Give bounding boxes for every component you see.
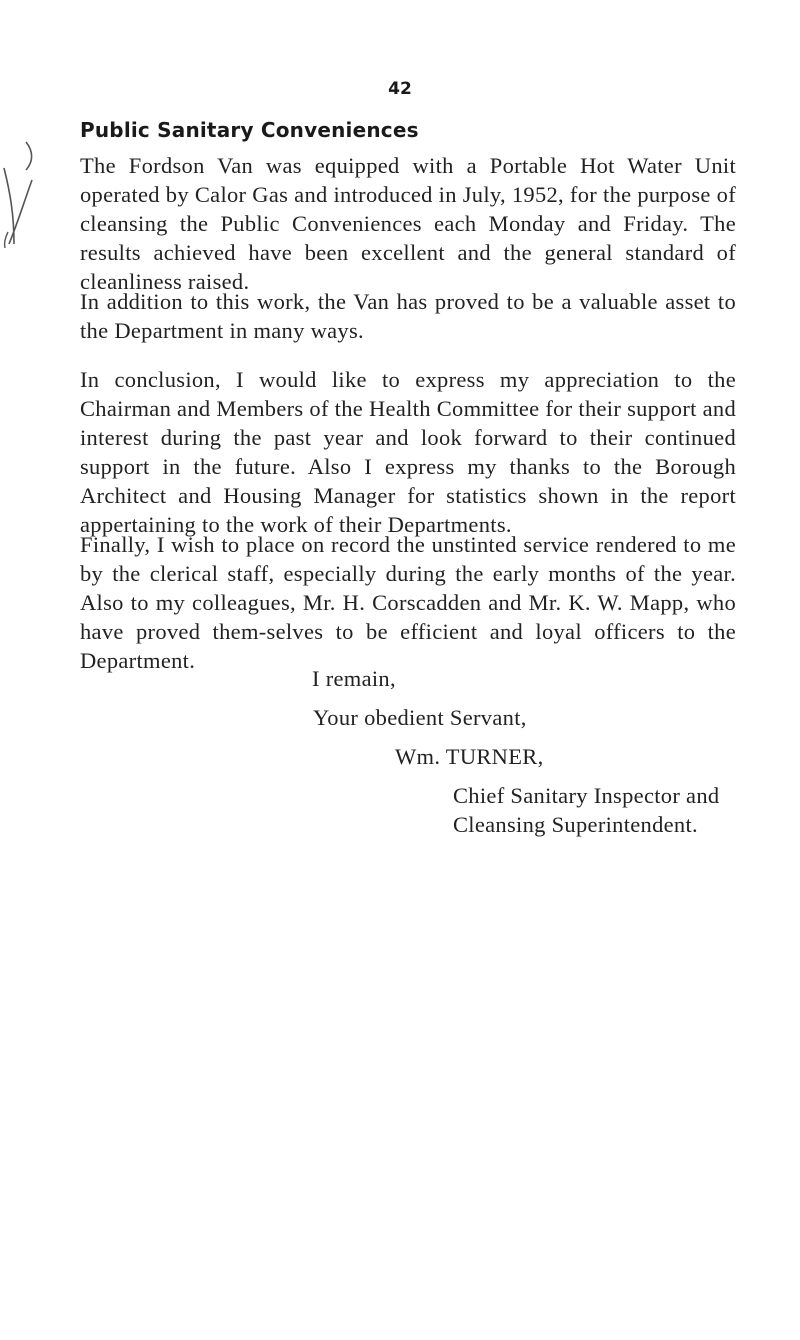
closing-servant: Your obedient Servant,	[313, 705, 527, 730]
paragraph-conclusion: In conclusion, I would like to express my appreciation to the Chairman and Members of the Health Committee for their support and interest during the past year and look forward to their continued support in the future. Also I express my thanks to the Borough Architect and Housing Manager for statistics shown in the report appertaining to the work of their Departments.	[80, 367, 736, 537]
paragraph-van-asset: In addition to this work, the Van has proved to be a valuable asset to the Department in many ways.	[80, 289, 736, 343]
signatory-title-line-1: Chief Sanitary Inspector and	[453, 783, 720, 808]
section-heading: Public Sanitary Conveniences	[80, 118, 419, 142]
paragraph-finally: Finally, I wish to place on record the unstinted service rendered to me by the clerical staff, especially during the early months of the year. Also to my colleagues, Mr. H. Corscadden and Mr. K. W. Mapp, who have proved them-selves to be efficient and loyal officers to the Department.	[80, 532, 736, 673]
closing-remain: I remain,	[312, 666, 396, 691]
pencil-margin-mark	[0, 140, 40, 250]
paragraph-fordson-van: The Fordson Van was equipped with a Portable Hot Water Unit operated by Calor Gas and introduced in July, 1952, for the purpose of cleansing the Public Conveniences each Monday and Friday. The results achieved have been excellent and the general standard of cleanliness raised.	[80, 153, 736, 294]
page-number: 42	[388, 79, 412, 99]
signatory-name: Wm. TURNER,	[395, 744, 544, 769]
signatory-title-line-2: Cleansing Superintendent.	[453, 812, 698, 837]
